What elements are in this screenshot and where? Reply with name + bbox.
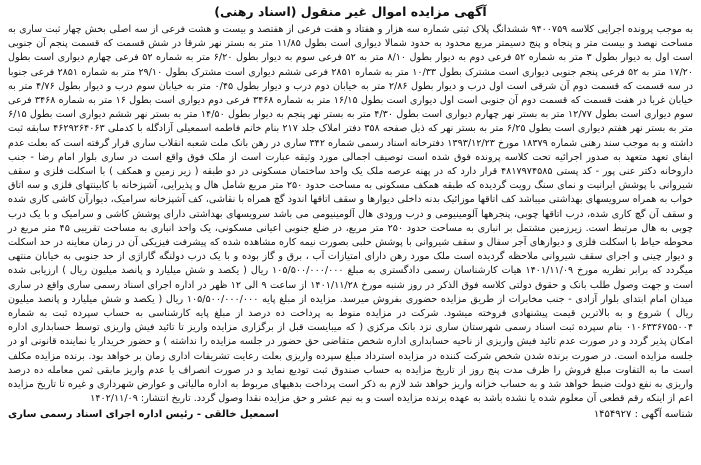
notice-footer	[8, 408, 693, 422]
notice-title: آگهی مزایده اموال غیر منقول (اسناد رهنی)	[214, 4, 487, 19]
notice-code: شناسه آگهی : ۱۴۵۴۹۲۷	[593, 409, 693, 421]
notice-body: به موجب پرونده اجرایی کلاسه ۹۴۰۰۷۵۹ ششدانگ پلاک ثبتی شماره سه هزار و هفتاد و هفت فرعی از هفتصد و بیست و هشت فرعی از سه اصلی بخش چهار ثبت ساری به مساحت نهصد و بیست متر و پنجاه و پنج دسیمتر مربع محدود به حدود شمالا دیواری است بطول ۱۱/۸۵ متر به بستر نهر شرقا در شش قسمت که قسمت پنجم آن جنوبی است اول به دیوار بطول ۳ متر به شماره ۵۲ فرعی دوم به دیوار بطول ۸/۱۰ متر به ۵۲ فرعی سوم به دیوار بطول ۶/۲۰ متر به شماره ۵۲ فرعی چهارم دیواری است بطول ۱۷/۲۰ متر به ۵۲ فرعی پنجم جنوبی دیواری است مشترک بطول ۱۰/۳۳ متر به شماره ۲۸۵۱ فرعی ششم دیواری است مشترک بطول ۲۹/۱۰ متر به شماره ۲۸۵۱ فرعی جنوبا در سه قسمت که قسمت دوم آن شرقی است اول درب و دیوار بطول ۲/۸۶ متر به خیابان دوم درب و دیوار بطول ۰/۴۵ متر به خیابان سوم درب و دیوار بطول ۴/۷۶ متر به خیابان غربا در هفت قسمت که قسمت دوم آن جنوبی است اول دیواری است بطول ۱۶/۱۵ متر به شماره ۳۴۶۸ فرعی دوم دیواری است بطول ۱۶ متر به شماره ۳۴۶۸ فرعی سوم دیواری است بطول ۱۲/۷۷ متر به بستر نهر چهارم دیواری است بطول ۴/۳۰ متر به بستر نهر پنجم به دیوار بطول ۱۴/۵۰ متر به بستر نهر ششم دیواری است بطول ۶/۱۵ متر به بستر نهر هفتم دیواری است بطول ۶/۲۵ متر به بستر نهر که ذیل صفحه ۳۵۸ دفتر املاک جلد ۲۱۷ بنام خانم فاطمه اسمعیلی آزادگله با کدملی ۴۶۲۹۲۶۴۰۶۳ سابقه ثبت داشته و به موجب سند رهنی شماره ۱۸۳۷۹ مورخ ۱۳۹۳/۱۲/۲۳ دفترخانه اسناد رسمی شماره ۳۴۲ ساری در رهن بانک ملت شعبه انقلاب ساری قرار گرفته است که بعلت عدم ایفای تعهد متعهد به صدور اجرائیه تحت کلاسه پرونده فوق شده است توصیف اجمالی مورد وثیقه عبارت است از ملک فوق واقع است در ساری بلوار امام رضا - جنب داروخانه دکتر عنی پور - کد پستی ۴۸۱۷۹۷۴۵۸۵ قرار دارد که در پهنه عرصه ملک یک واحد ساختمان مسکونی در دو طبقه ( زیر زمین و همکف ) با اسکلت فلزی و سقف شیروانی با پوشش ایرانیت و نمای سنگ رویت گردیده که طبقه همکف مسکونی به مساحت حدود ۲۵۰ متر مربع شامل هال و پذیرایی، آشپزخانه با کابینتهای فلزی و سه اتاق خواب به همراه سرویسهای بهداشتی میباشد کف اتاقها موزائیک بدنه داخلی دیوارها و سقف اتاقها اندود گچ همراه با نقاشی، کف آشپزخانه سرامیک، دیوارآن کاشی کاری شده و سقف آن گچ کاری شده، درب اتاقها چوبی، پنجرهها آلومینیومی و درب ورودی هال آلومینیومی می باشد سرویسهای بهداشتی دارای پوشش کاشی و سرامیک و با یک درب چوبی به هال مرتبط است. زیرزمین مشتمل بر انباری به مساحت حدود ۲۵۰ متر مربع، در ضلع جنوبی اعیانی مسکونی، یک واحد انباری به مساحت تقریبی ۴۵ متر مربع در محوطه حیاط با اسکلت فلزی و دیوارهای آجر سفال و سقف شیروانی با پوشش حلبی بصورت نیمه کاره مشاهده شده که پیشرفت فیزیکی آن در زمان معاینه در حد اسکلت و دیوار چینی و اجرای سقف شیروانی ملاحظه گردیده است ملک مورد رهن دارای امتیازات آب ، برق و گاز بوده و با یک درب دولنگه گاراژی از حد جنوبی به خیابان منتهی میگردد که برابر نظریه مورخ ۱۴۰۱/۱۱/۰۹ هیات کارشناسان رسمی دادگستری به مبلغ ۱۰۵/۵۰۰/۰۰۰/۰۰۰ ریال ( یکصد و شش میلیارد و پانصد میلیون ریال ) ارزیابی شده است و جهت وصول طلب بانک و حقوق دولتی کلاسه فوق الذکر در روز شنبه مورخ ۱۴۰۱/۱۱/۲۸ از ساعت ۹ الی ۱۲ ظهر در اداره اجرای اسناد رسمی ساری واقع در ساری میدان امام ابتدای بلوار آزادی - جنب مخابرات از طریق مزایده حضوری بفروش میرسد. مزایده از مبلغ پایه ۱۰۵/۵۰۰/۰۰۰/۰۰۰ ریال ( یکصد و شش میلیارد و پانصد میلیون ریال ) شروع و به بالاترین قیمت پیشنهادی فروخته میشود. شرکت در مزایده منوط به پرداخت ده درصد از مبلغ پایه کارشناسی به حساب سپرده ثبت به شماره ۰۱۰۶۳۳۶۷۵۵۰۰۴ بنام سپرده ثبت اسناد رسمی شهرستان ساری نزد بانک مرکزی ( که میبایست قبل از برگزاری مزایده واریز تا تائید فیش واریزی توسط حسابداری اداره امکان پذیر گردد و در صورت عدم تائید فیش واریزی از ناحیه حسابداری اداره شخص متقاضی حق حضور در جلسه مزایده را نداشته ) و حضور خریدار یا نماینده قانونی او در جلسه مزایده است. در صورت برنده شدن شخص شرکت کننده در مزایده استرداد مبلغ سپرده واریزی بعلت رعایت تشریفات اداری زمان بر خواهد بود. برنده مزایده مکلف است ما به التفاوت مبلغ فروش را ظرف مدت پنج روز از تاریخ مزایده به حساب صندوق ثبت تودیع نماید و در صورت انصراف یا عدم واریز مابقی ثمن معامله ده درصد واریزی به نفع دولت ضبط خواهد شد و به حساب خزانه واریز خواهد شد لازم به ذکر است پرداخت بدهیهای مربوط به اداره مالیاتی و عوارض شهرداری و غیره تا تاریخ مزایده اعم از اینکه رقم قطعی آن معلوم شده یا نشده باشد به عهده برنده مزایده است و به نیم عشر و حق مزایده نقدا وصول گردد. تاریخ انتشار: ۱۴۰۲/۱۱/۰۹	[8, 24, 693, 405]
notice-signature: اسمعیل خالقی - رئیس اداره اجرای اسناد رسمی ساری	[8, 409, 279, 421]
